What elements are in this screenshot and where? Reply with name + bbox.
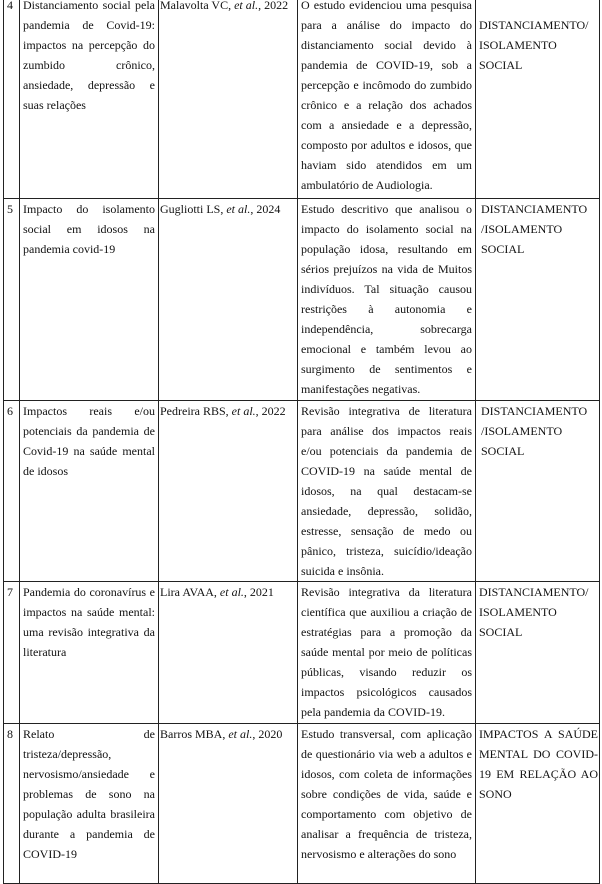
table-row: [4, 199, 600, 401]
study-category: DISTANCIAMENTO /ISOLAMENTO SOCIAL: [476, 401, 600, 582]
study-author: [159, 401, 298, 582]
studies-table: [3, 0, 600, 884]
study-title: Relato de tristeza/depressão, nervosismo/ansiedade e problemas de sono na população adulta brasileira durante a pandemia de COVID-19: [20, 724, 159, 884]
et-al: et al.: [226, 202, 251, 216]
table-row: [4, 724, 600, 884]
row-number: 7: [4, 582, 20, 724]
study-summary: Estudo transversal, com aplicação de questionário via web a adultos e idosos, com coleta de informações sobre condições de vida, saúde e comportamento com objetivo de analisar a frequência de tristeza, nervosismo e alterações do sono: [298, 724, 476, 884]
study-year: , 2022: [258, 0, 289, 12]
study-year: , 2020: [252, 727, 283, 741]
study-author: [159, 199, 298, 401]
table-row: [4, 401, 600, 582]
author-name: Barros MBA,: [160, 727, 226, 741]
study-category: DISTANCIAMENTO/ ISOLAMENTO SOCIAL: [476, 582, 600, 724]
author-name: Gugliotti LS,: [160, 202, 224, 216]
study-year: , 2022: [255, 404, 286, 418]
study-category: DISTANCIAMENTO /ISOLAMENTO SOCIAL: [476, 199, 600, 401]
author-name: Pedreira RBS,: [160, 404, 229, 418]
table-row: [4, 0, 600, 199]
study-summary: Revisão integrativa de literatura para análise dos impactos reais e/ou potenciais da pandemia de COVID-19 na saúde mental de idosos, na qual destacam-se ansiedade, depressão, solidão, estresse, sensação de medo ou pânico, tristeza, suicídio/ideação suicida e insônia.: [298, 401, 476, 582]
study-title: Pandemia do coronavírus e impactos na saúde mental: uma revisão integrativa da literatura: [20, 582, 159, 724]
row-number: 8: [4, 724, 20, 884]
study-summary: Estudo descritivo que analisou o impacto do isolamento social na população idosa, resultando em sérios prejuízos na vida de Muitos indivíduos. Tal situação causou restrições à autonomia e independência, sobrecarga emocional e também levou ao surgimento de sentimentos e manifestações negativas.: [298, 199, 476, 401]
et-al: et al.: [219, 585, 244, 599]
row-number: 5: [4, 199, 20, 401]
author-name: Lira AVAA,: [160, 585, 217, 599]
study-author: [159, 724, 298, 884]
row-number: 6: [4, 401, 20, 582]
study-category: DISTANCIAMENTO/ ISOLAMENTO SOCIAL: [476, 0, 600, 199]
row-number: 4: [4, 0, 20, 199]
author-name: Malavolta VC,: [160, 0, 232, 12]
study-title: Impactos reais e/ou potenciais da pandemia de Covid-19 na saúde mental de idosos: [20, 401, 159, 582]
study-title: Impacto do isolamento social em idosos na pandemia covid-19: [20, 199, 159, 401]
study-summary: O estudo evidenciou uma pesquisa para a análise do impacto do distanciamento social devido à pandemia de COVID-19, sob a percepção e incômodo do zumbido crônico e a relação dos achados com a ansiedade e a depressão, composto por adultos e idosos, que haviam sido atendidos em um ambulatório de Audiologia.: [298, 0, 476, 199]
study-year: , 2021: [243, 585, 274, 599]
study-author: [159, 0, 298, 199]
et-al: et al.: [234, 0, 259, 12]
study-year: , 2024: [250, 202, 281, 216]
study-author: [159, 582, 298, 724]
study-title: Distanciamento social pela pandemia de Covid-19: impactos na percepção do zumbido crônico, ansiedade, depressão e suas relações: [20, 0, 159, 199]
study-summary: Revisão integrativa da literatura científica que auxiliou a criação de estratégias para a promoção da saúde mental por meio de políticas públicas, visando reduzir os impactos psicológicos causados pela pandemia da COVID-19.: [298, 582, 476, 724]
et-al: et al.: [231, 404, 256, 418]
et-al: et al.: [228, 727, 253, 741]
table-row: [4, 582, 600, 724]
study-category: IMPACTOS A SAÚDE MENTAL DO COVID-19 EM RELAÇÃO AO SONO: [476, 724, 600, 884]
